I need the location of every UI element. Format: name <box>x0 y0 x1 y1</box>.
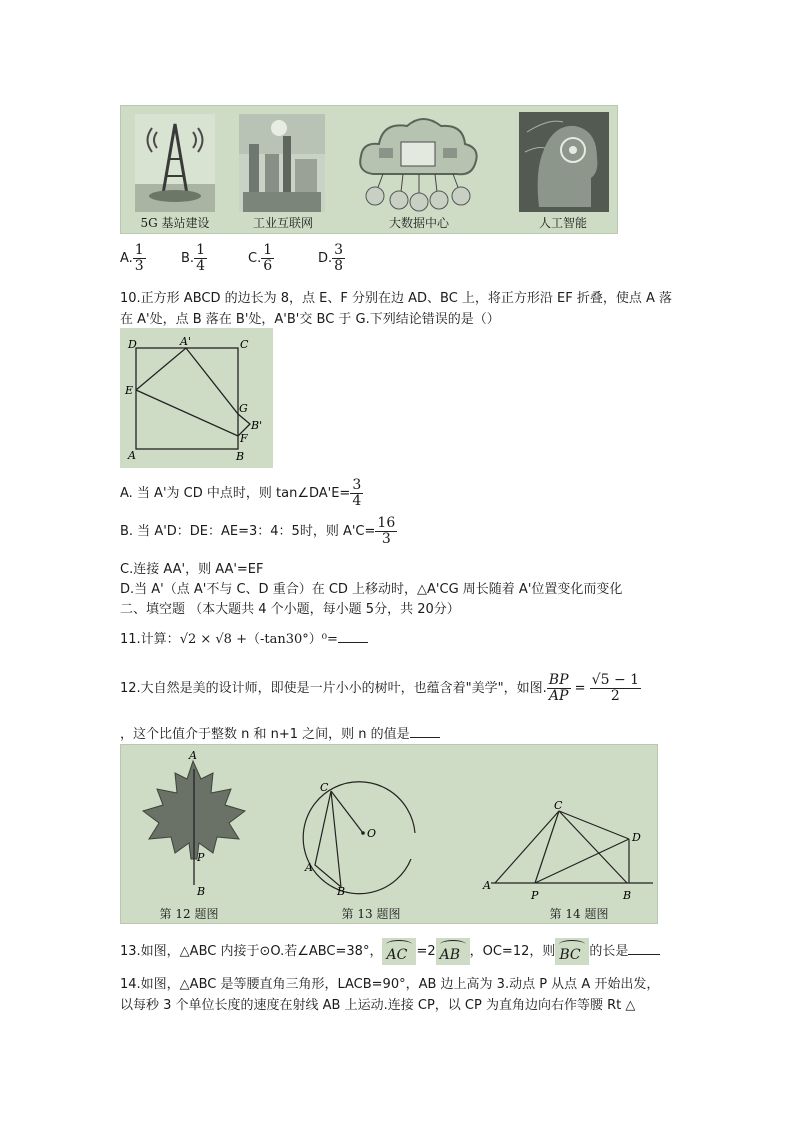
caption-ai: 人工智能 <box>538 216 587 230</box>
tri-label-a: A <box>483 879 491 892</box>
q10-line2: 在 A'处，点 B 落在 B'处，A'B'交 BC 于 G.下列结论错误的是（） <box>120 312 500 327</box>
q14-line2: 以每秒 3 个单位长度的速度在射线 AB 上运动.连接 CP，以 CP 为直角边向右作等腰 Rt △ <box>120 998 636 1013</box>
data-center-cloud-image <box>353 112 483 212</box>
q10-label-a: A <box>128 449 136 462</box>
q13: 13.如图，△ABC 内接于⊙O.若∠ABC=38°， AC =2 AB ，OC=12，则 BC 的长是 <box>120 938 660 965</box>
tri-label-d: D <box>632 831 641 844</box>
maple-leaf-figure <box>131 749 261 899</box>
caption-5g: 5G 基站建设 <box>140 216 210 230</box>
caption-industrial: 工业互联网 <box>252 216 313 230</box>
q10-option-c[interactable]: C.连接 AA'，则 AA'=EF <box>120 562 264 577</box>
leaf-label-p: P <box>197 851 205 864</box>
tri-label-c: C <box>554 801 563 812</box>
triangle-figure <box>481 801 657 901</box>
circle-label-a: A <box>305 861 313 874</box>
q10-option-b[interactable]: B. 当 A'D：DE：AE=3：4：5时，则 A'C= $\frac{16}{3}$ <box>120 515 396 547</box>
tri-label-p: P <box>531 889 539 901</box>
q10-option-a[interactable]: A. 当 A'为 CD 中点时，则 tan∠DA'E= $\frac{3}{4}$ <box>120 477 362 509</box>
circle-label-o: O <box>367 827 377 840</box>
circle-label-b: B <box>337 885 346 895</box>
caption-data-center: 大数据中心 <box>388 216 449 230</box>
q10-option-a-fraction: $\frac{3}{4}$ <box>352 477 362 509</box>
circle-label-c: C <box>320 781 329 794</box>
q10-option-d[interactable]: D.当 A'（点 A'不与 C、D 重合）在 CD 上移动时，△A'CG 周长随着 A'位置变化而变化 <box>120 582 623 597</box>
q10-label-d: D <box>128 338 137 351</box>
q10-line1: 10.正方形 ABCD 的边长为 8，点 E、F 分别在边 AD、BC 上，将正方形沿 EF 折叠，使点 A 落 <box>120 291 673 306</box>
leaf-label-a: A <box>189 749 197 762</box>
section-2-heading: 二、填空题 （本大题共 4 个小题，每小题 5分，共 20分） <box>120 602 460 617</box>
ai-head-image <box>519 112 609 212</box>
caption-q13: 第 13 题图 <box>341 907 401 921</box>
top-figure-panel <box>120 105 618 234</box>
q11-expression: √2 × √8 +（-tan30°）⁰= <box>179 632 338 647</box>
tri-label-b: B <box>623 889 632 901</box>
q9-option-c-fraction: $\frac{1}{6}$ <box>263 242 273 274</box>
q10-label-g: G <box>239 402 248 415</box>
q11-answer-blank[interactable] <box>338 630 368 643</box>
q10-label-c: C <box>240 338 249 351</box>
q11: 11.计算：√2 × √8 +（-tan30°）⁰= <box>120 628 368 647</box>
q10-option-b-fraction: $\frac{16}{3}$ <box>377 515 396 547</box>
q10-label-e: E <box>125 384 134 397</box>
q12-rhs-fraction: $\frac{√5 - 1}{2}$ <box>591 672 640 704</box>
leaf-label-b: B <box>197 885 206 898</box>
q10-label-b: B <box>236 450 245 463</box>
q9-option-d-fraction: $\frac{3}{8}$ <box>334 242 344 274</box>
industrial-internet-image <box>239 114 325 212</box>
arc-ab: AB <box>436 938 470 965</box>
circle-figure <box>301 775 431 895</box>
q10-square-figure <box>120 328 273 468</box>
caption-q12: 第 12 题图 <box>159 907 219 921</box>
5g-tower-image <box>135 114 215 212</box>
caption-q14: 第 14 题图 <box>549 907 609 921</box>
q12-line2: ，这个比值介于整数 n 和 n+1 之间，则 n 的值是 <box>120 723 440 742</box>
middle-figure-panel <box>120 744 658 924</box>
q9-option-d[interactable]: D. $\frac{3}{8}$ <box>318 242 344 274</box>
arc-bc: BC <box>555 938 589 965</box>
q12-answer-blank[interactable] <box>410 725 440 738</box>
q10-label-b-prime: B' <box>251 419 263 432</box>
q13-answer-blank[interactable] <box>628 942 660 955</box>
q12-line1: 12.大自然是美的设计师，即使是一片小小的树叶，也蕴含着"美学"，如图. $\frac{BP}{AP}$ = $\frac{√5 - 1}{2}$ <box>120 672 640 704</box>
q9-option-c[interactable]: C. $\frac{1}{6}$ <box>248 242 273 274</box>
q9-option-b-fraction: $\frac{1}{4}$ <box>196 242 205 274</box>
q10-label-a-prime: A' <box>180 335 191 348</box>
arc-ac: AC <box>382 938 416 965</box>
q9-option-a[interactable]: A. $\frac{1}{3}$ <box>120 242 144 274</box>
q9-option-a-fraction: $\frac{1}{3}$ <box>134 242 144 274</box>
q14-line1: 14.如图，△ABC 是等腰直角三角形，LACB=90°，AB 边上高为 3.动点 P 从点 A 开始出发， <box>120 977 660 992</box>
q12-ratio-fraction: $\frac{BP}{AP}$ <box>548 672 569 704</box>
q10-label-f: F <box>240 432 248 445</box>
q9-option-b[interactable]: B. $\frac{1}{4}$ <box>181 242 205 274</box>
